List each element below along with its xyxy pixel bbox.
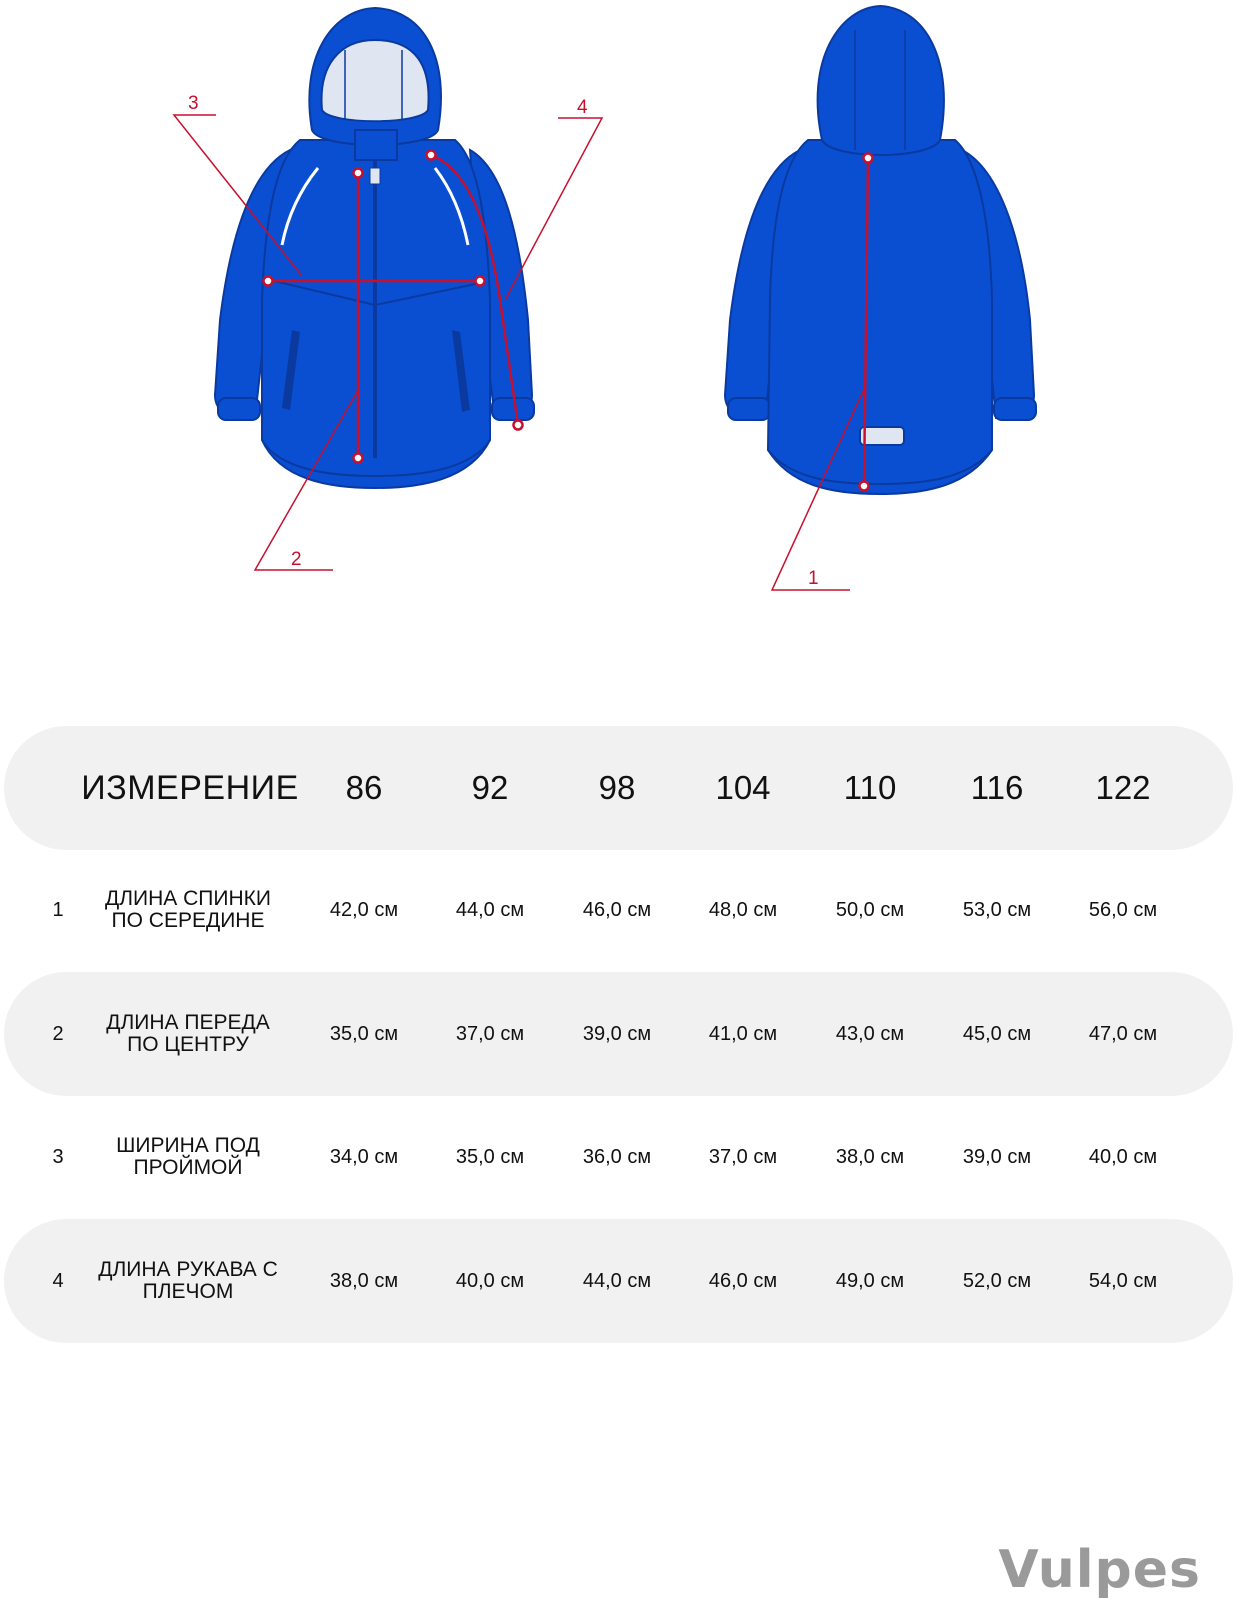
row-label: ДЛИНА РУКАВА С ПЛЕЧОМ <box>98 1258 278 1303</box>
callout-4: 4 <box>577 97 588 118</box>
row-label: ШИРИНА ПОД ПРОЙМОЙ <box>116 1134 260 1179</box>
table-header-row <box>4 726 1233 850</box>
table-cell: 45,0 см <box>962 1022 1032 1045</box>
size-header: 116 <box>970 769 1024 806</box>
table-cell: 39,0 см <box>582 1022 652 1045</box>
size-header: 92 <box>471 769 509 806</box>
table-cell: 48,0 см <box>708 898 778 921</box>
size-header: 98 <box>598 769 636 806</box>
table-cell: 37,0 см <box>708 1145 778 1168</box>
row-label: ДЛИНА СПИНКИ ПО СЕРЕДИНЕ <box>105 887 271 932</box>
table-row <box>4 972 1233 1096</box>
table-row <box>4 1219 1233 1343</box>
measurement-header: ИЗМЕРЕНИЕ <box>81 768 299 807</box>
size-header: 86 <box>345 769 383 806</box>
table-cell: 34,0 см <box>329 1145 399 1168</box>
table-cell: 42,0 см <box>329 898 399 921</box>
jacket-front-view <box>174 8 602 570</box>
table-cell: 38,0 см <box>329 1269 399 1292</box>
callout-2: 2 <box>291 549 302 570</box>
table-cell: 54,0 см <box>1088 1269 1158 1292</box>
size-header: 110 <box>843 769 897 806</box>
table-cell: 52,0 см <box>962 1269 1032 1292</box>
table-cell: 35,0 см <box>455 1145 525 1168</box>
jacket-measurement-diagram <box>0 0 1237 640</box>
table-cell: 49,0 см <box>835 1269 905 1292</box>
row-number: 2 <box>52 1022 64 1045</box>
table-cell: 44,0 см <box>455 898 525 921</box>
table-cell: 37,0 см <box>455 1022 525 1045</box>
size-header: 104 <box>715 769 771 806</box>
table-row <box>4 848 1233 972</box>
jacket-back-view <box>725 6 1036 590</box>
table-cell: 39,0 см <box>962 1145 1032 1168</box>
table-cell: 46,0 см <box>708 1269 778 1292</box>
brand-logo: Vulpes <box>998 1540 1201 1600</box>
callout-1: 1 <box>808 568 819 589</box>
table-cell: 35,0 см <box>329 1022 399 1045</box>
table-cell: 40,0 см <box>1088 1145 1158 1168</box>
row-number: 4 <box>52 1269 64 1292</box>
table-cell: 50,0 см <box>835 898 905 921</box>
row-label: ДЛИНА ПЕРЕДА ПО ЦЕНТРУ <box>106 1011 270 1056</box>
table-cell: 41,0 см <box>708 1022 778 1045</box>
table-cell: 40,0 см <box>455 1269 525 1292</box>
table-cell: 56,0 см <box>1088 898 1158 921</box>
table-cell: 46,0 см <box>582 898 652 921</box>
table-cell: 43,0 см <box>835 1022 905 1045</box>
table-cell: 53,0 см <box>962 898 1032 921</box>
size-header: 122 <box>1095 769 1151 806</box>
row-number: 3 <box>52 1145 64 1168</box>
callout-3: 3 <box>188 93 199 114</box>
table-cell: 36,0 см <box>582 1145 652 1168</box>
table-cell: 38,0 см <box>835 1145 905 1168</box>
table-cell: 44,0 см <box>582 1269 652 1292</box>
table-cell: 47,0 см <box>1088 1022 1158 1045</box>
row-number: 1 <box>52 898 64 921</box>
table-row <box>4 1095 1233 1219</box>
